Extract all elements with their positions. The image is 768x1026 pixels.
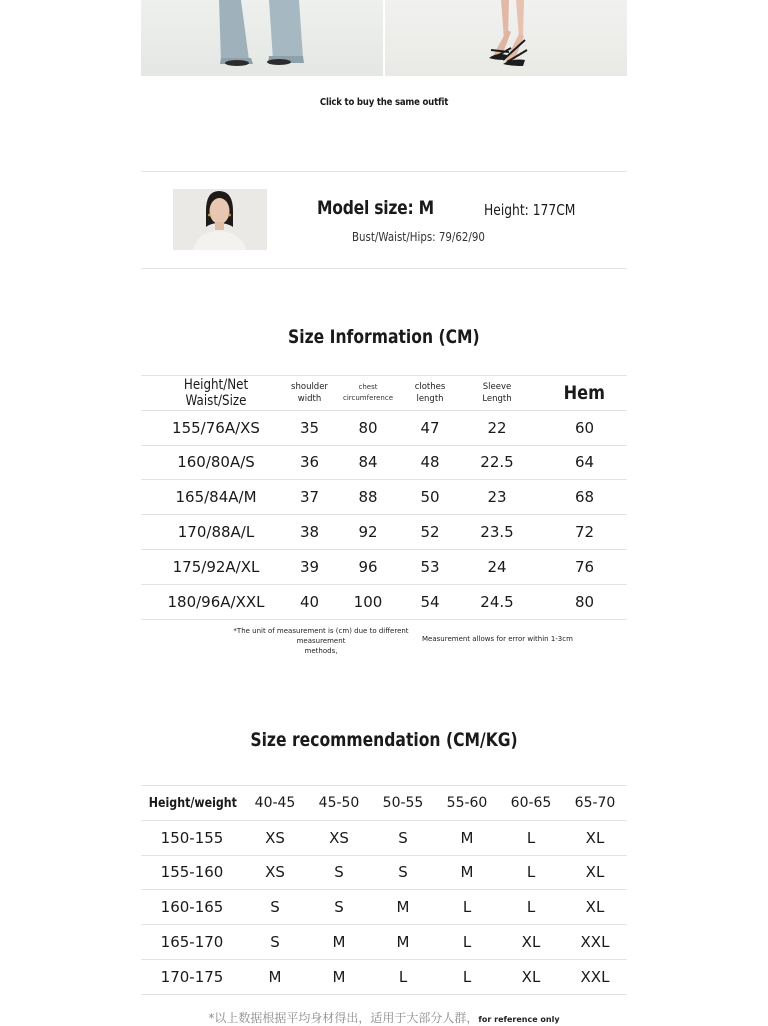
cell: 40 xyxy=(291,584,328,619)
model-size-label: Model size: M xyxy=(317,197,434,219)
cell: XXL xyxy=(563,959,627,994)
cell: XL xyxy=(499,959,563,994)
cell: 24.5 xyxy=(452,584,542,619)
table-row xyxy=(141,549,627,584)
cell: 76 xyxy=(542,549,627,584)
cell: 54 xyxy=(408,584,452,619)
col-header-chest: chest circumference xyxy=(328,376,408,411)
cell: S xyxy=(243,925,307,960)
cell: 92 xyxy=(328,515,408,550)
cell: L xyxy=(499,820,563,855)
cell: XS xyxy=(307,820,371,855)
cell: 22.5 xyxy=(452,445,542,480)
table-row xyxy=(141,445,627,480)
size-rec-title: Size recommendation (CM/KG) xyxy=(250,729,518,751)
col-header-shoulder: shoulder width xyxy=(291,376,328,411)
size-info-table xyxy=(141,375,627,620)
size-rec-table xyxy=(141,785,627,995)
outfit-photo-strip[interactable] xyxy=(141,0,627,76)
table-row xyxy=(141,890,627,925)
cell: 23.5 xyxy=(452,515,542,550)
reference-footnote: *以上数据根据平均身材得出，适用于大部分人群，for reference only xyxy=(208,1011,560,1025)
table-row xyxy=(141,959,627,994)
cell: 72 xyxy=(542,515,627,550)
cell: S xyxy=(371,855,435,890)
cell: 80 xyxy=(542,584,627,619)
jeans-outfit-photo[interactable] xyxy=(141,0,383,76)
table-row xyxy=(141,855,627,890)
divider xyxy=(141,171,627,172)
buy-same-outfit-link[interactable]: Click to buy the same outfit xyxy=(319,97,449,108)
cell: 37 xyxy=(291,480,328,515)
model-measurements: Bust/Waist/Hips: 79/62/90 xyxy=(352,229,485,244)
sandals-outfit-photo[interactable] xyxy=(385,0,627,76)
cell: XXL xyxy=(563,925,627,960)
col-header-sleeve: Sleeve Length xyxy=(452,376,542,411)
cell: 84 xyxy=(328,445,408,480)
cell: L xyxy=(371,959,435,994)
table-row xyxy=(141,584,627,619)
cell: XS xyxy=(243,820,307,855)
cell: S xyxy=(243,890,307,925)
col-header-length: clothes length xyxy=(408,376,452,411)
cell: S xyxy=(307,855,371,890)
cell: S xyxy=(307,890,371,925)
col-header-weight: 45-50 xyxy=(307,786,371,821)
col-header-size: Height/Net Waist/Size xyxy=(141,376,291,411)
cell: 38 xyxy=(291,515,328,550)
table-row xyxy=(141,480,627,515)
cell: 48 xyxy=(408,445,452,480)
cell: 165-170 xyxy=(141,925,243,960)
cell: 170/88A/L xyxy=(141,515,291,550)
col-header-weight: 40-45 xyxy=(243,786,307,821)
cell: XL xyxy=(563,855,627,890)
table-row xyxy=(141,410,627,445)
cell: M xyxy=(371,890,435,925)
cell: M xyxy=(243,959,307,994)
cell: M xyxy=(371,925,435,960)
table-header-row xyxy=(141,376,627,411)
cell: 36 xyxy=(291,445,328,480)
cell: XL xyxy=(563,890,627,925)
col-header-weight: 55-60 xyxy=(435,786,499,821)
cell: 64 xyxy=(542,445,627,480)
cell: XL xyxy=(563,820,627,855)
cell: 165/84A/M xyxy=(141,480,291,515)
measurement-note: *The unit of measurement is (cm) due to different measurement methods, xyxy=(233,627,409,655)
cell: L xyxy=(435,925,499,960)
cell: 35 xyxy=(291,410,328,445)
cell: 23 xyxy=(452,480,542,515)
cell: 160-165 xyxy=(141,890,243,925)
col-header-weight: 50-55 xyxy=(371,786,435,821)
model-portrait xyxy=(173,189,267,250)
cell: M xyxy=(435,820,499,855)
cell: 22 xyxy=(452,410,542,445)
cell: 68 xyxy=(542,480,627,515)
error-note: Measurement allows for error within 1-3cm xyxy=(422,635,573,643)
cell: 24 xyxy=(452,549,542,584)
cell: 155-160 xyxy=(141,855,243,890)
cell: 80 xyxy=(328,410,408,445)
divider xyxy=(141,268,627,269)
table-row xyxy=(141,515,627,550)
cell: 160/80A/S xyxy=(141,445,291,480)
cell: L xyxy=(499,855,563,890)
cell: M xyxy=(307,925,371,960)
cell: 60 xyxy=(542,410,627,445)
cell: 180/96A/XXL xyxy=(141,584,291,619)
cell: 150-155 xyxy=(141,820,243,855)
cell: 96 xyxy=(328,549,408,584)
cell: XL xyxy=(499,925,563,960)
cell: 52 xyxy=(408,515,452,550)
cell: L xyxy=(435,959,499,994)
cell: L xyxy=(435,890,499,925)
table-header-row xyxy=(141,786,627,821)
cell: 88 xyxy=(328,480,408,515)
col-header-weight: 65-70 xyxy=(563,786,627,821)
cell: L xyxy=(499,890,563,925)
cell: 53 xyxy=(408,549,452,584)
model-height-label: Height: 177CM xyxy=(484,201,576,219)
cell: S xyxy=(371,820,435,855)
col-header-height-weight: Height/weight xyxy=(141,786,243,821)
table-row xyxy=(141,820,627,855)
cell: 39 xyxy=(291,549,328,584)
cell: M xyxy=(307,959,371,994)
cell: 170-175 xyxy=(141,959,243,994)
col-header-weight: 60-65 xyxy=(499,786,563,821)
cell: 175/92A/XL xyxy=(141,549,291,584)
cell: 155/76A/XS xyxy=(141,410,291,445)
cell: 100 xyxy=(328,584,408,619)
cell: M xyxy=(435,855,499,890)
cell: 47 xyxy=(408,410,452,445)
size-info-title: Size Information (CM) xyxy=(288,326,480,348)
cell: XS xyxy=(243,855,307,890)
col-header-hem: Hem xyxy=(542,376,627,411)
table-row xyxy=(141,925,627,960)
cell: 50 xyxy=(408,480,452,515)
